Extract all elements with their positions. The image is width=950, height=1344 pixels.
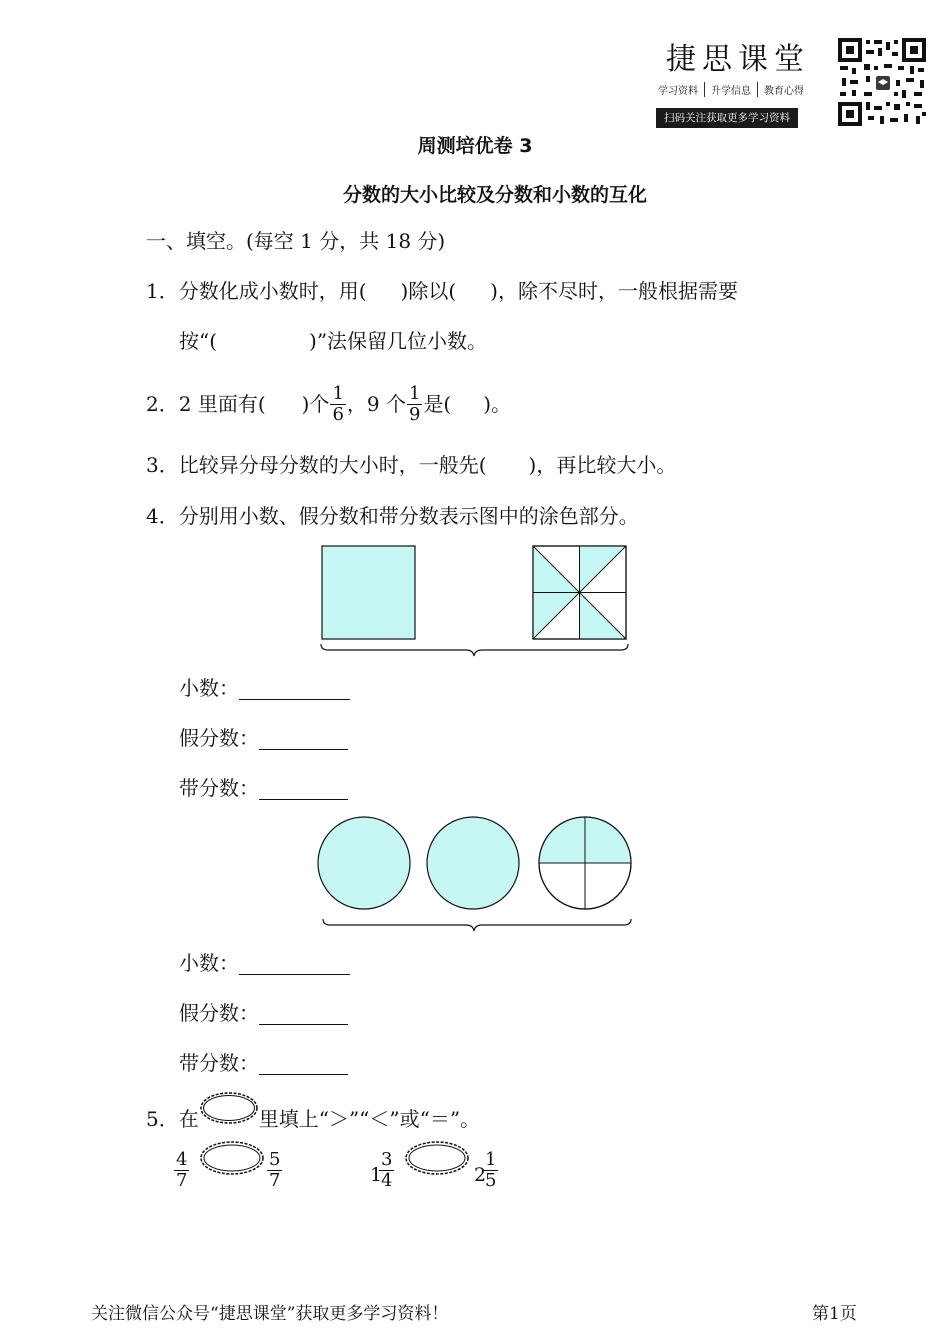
q5-text-b: 里填上“＞”“＜”或“＝”。 bbox=[258, 1107, 481, 1131]
question-2 bbox=[146, 379, 511, 429]
answer-line[interactable] bbox=[259, 1004, 348, 1025]
mixed-number-label: 带分数： bbox=[179, 776, 348, 800]
q2-text-b: )个 bbox=[301, 392, 330, 416]
section-heading: 一、填空。(每空 1 分，共 18 分) bbox=[146, 229, 446, 253]
question-1-line-2 bbox=[179, 329, 487, 353]
answer-line[interactable] bbox=[259, 729, 348, 750]
answer-line[interactable] bbox=[259, 1054, 348, 1075]
q2-text-e: )。 bbox=[483, 392, 512, 416]
q4-text: 分别用小数、假分数和带分数表示图中的涂色部分。 bbox=[178, 504, 639, 528]
question-number: 5． bbox=[146, 1107, 179, 1131]
improper-fraction-label: 假分数： bbox=[179, 1001, 348, 1025]
fraction: $\frac{5}{7}$ bbox=[269, 1149, 281, 1191]
question-5 bbox=[146, 1107, 480, 1131]
brand-slogan: 扫码关注获取更多学习资料 bbox=[656, 108, 798, 128]
answer-line[interactable] bbox=[239, 954, 350, 975]
brand-tag: 教育心得 bbox=[764, 86, 804, 97]
fraction: $\frac{4}{7}$ bbox=[176, 1149, 188, 1191]
decimal-label: 小数： bbox=[179, 676, 350, 700]
brand-tag: 学习资料 bbox=[652, 82, 705, 97]
question-number: 4． bbox=[146, 504, 179, 528]
q5-text-a: 在 bbox=[178, 1107, 199, 1131]
q3-text-a: 比较异分母分数的大小时，一般先( bbox=[178, 453, 487, 477]
q1-text-d: 按“( bbox=[179, 329, 218, 353]
brand-tag: 升学信息 bbox=[705, 82, 758, 97]
decimal-label: 小数： bbox=[179, 951, 350, 975]
improper-fraction-label: 假分数： bbox=[179, 726, 348, 750]
q2-text-a: 2 里面有( bbox=[178, 392, 266, 416]
fraction: $\frac{1}{6}$ bbox=[332, 382, 344, 425]
brand-name: 捷思课堂 bbox=[666, 42, 810, 77]
q3-text-b: )，再比较大小。 bbox=[528, 453, 677, 477]
qr-code-icon bbox=[836, 36, 928, 128]
question-number: 3． bbox=[146, 453, 179, 477]
q2-text-c: ，9 个 bbox=[346, 392, 406, 416]
q1-text-b: )除以( bbox=[400, 279, 457, 303]
fraction: $\frac{3}{4}$ bbox=[381, 1149, 393, 1191]
footer-note: 关注微信公众号“捷思课堂”获取更多学习资料！ bbox=[91, 1304, 449, 1324]
circle-figure bbox=[314, 812, 636, 936]
brace bbox=[321, 644, 628, 656]
mixed-number-label: 带分数： bbox=[179, 1051, 348, 1075]
compare-oval-input[interactable] bbox=[403, 1138, 471, 1178]
square-figure bbox=[316, 541, 636, 661]
shaded-circle bbox=[318, 817, 410, 909]
shaded-circle bbox=[427, 817, 519, 909]
answer-line[interactable] bbox=[239, 679, 350, 700]
q1-text-a: 分数化成小数时，用( bbox=[178, 279, 367, 303]
page-number: 第1页 bbox=[812, 1304, 857, 1324]
question-3 bbox=[146, 453, 676, 477]
scalloped-oval-icon bbox=[198, 1090, 260, 1126]
page-subtitle: 分数的大小比较及分数和小数的互化 bbox=[342, 184, 647, 206]
brand-tags bbox=[652, 82, 810, 97]
whole-number: 2 bbox=[474, 1164, 487, 1186]
page-title: 周测培优卷 3 bbox=[417, 135, 533, 157]
compare-oval-input[interactable] bbox=[198, 1138, 266, 1178]
q2-text-d: 是( bbox=[423, 392, 452, 416]
shaded-square bbox=[322, 546, 415, 639]
divided-square bbox=[533, 546, 626, 639]
fraction: $\frac{1}{5}$ bbox=[485, 1149, 497, 1191]
question-4 bbox=[146, 504, 639, 528]
whole-number: 1 bbox=[370, 1164, 383, 1186]
quarter-circle bbox=[539, 817, 631, 909]
question-1 bbox=[146, 279, 738, 303]
fraction: $\frac{1}{9}$ bbox=[408, 382, 421, 425]
question-number: 1． bbox=[146, 279, 179, 303]
question-number: 2． bbox=[146, 392, 179, 416]
brace bbox=[323, 919, 631, 931]
answer-line[interactable] bbox=[259, 779, 348, 800]
q1-text-e: )”法保留几位小数。 bbox=[309, 329, 488, 353]
q1-text-c: )，除不尽时，一般根据需要 bbox=[490, 279, 738, 303]
